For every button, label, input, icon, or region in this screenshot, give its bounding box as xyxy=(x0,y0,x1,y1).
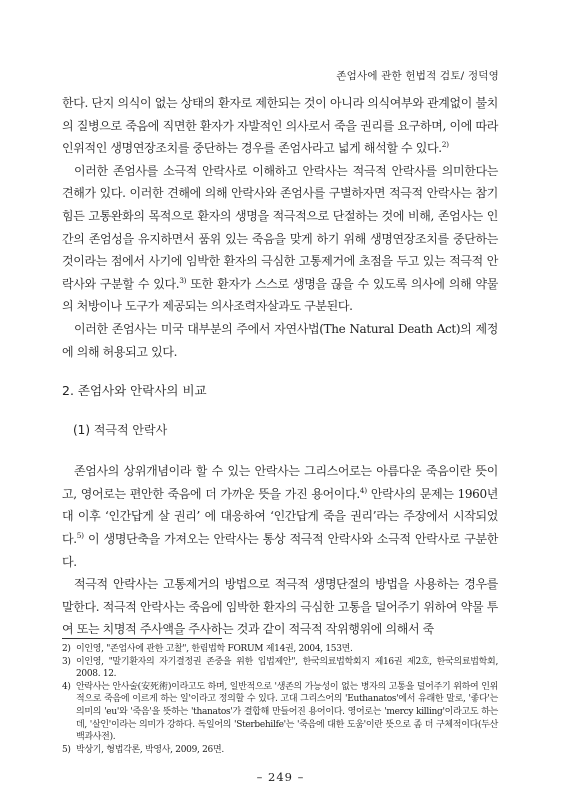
sub-heading: (1) 적극적 안락사 xyxy=(73,423,168,438)
footnote xyxy=(62,744,498,757)
paragraph: 한다. 단지 의식이 없는 상태의 환자로 제한되는 것이 아니라 의식여부와 관계없이 불치의 질병으로 죽음에 직면한 환자가 자발적인 의사로서 죽을 권리를 요구하며, 이에 따라 인위적인 생명연장조치를 중단하는 경우를 존엄사라고 넓게 해석할 수 있다.$^{2)}$ xyxy=(62,96,499,156)
footnote-marker: 5) xyxy=(76,530,84,540)
footnote-number: 4) xyxy=(62,681,71,692)
footnote-marker: 2) xyxy=(441,140,449,150)
footnote xyxy=(62,681,498,744)
footnote xyxy=(62,656,498,681)
body-text xyxy=(62,92,498,641)
footnote-number: 3) xyxy=(62,656,71,667)
footnote-text: 이인영, "존엄사에 관한 고찰", 한림법학 FORUM 제14권, 2004, 153면. xyxy=(76,644,353,654)
footnote-text: 이인영, "말기환자의 자기결정권 존중을 위한 입법제안", 한국의료법학회지 제16권 제2호, 한국의료법학회, 2008. 12. xyxy=(76,656,498,680)
page-number: – 249 – xyxy=(256,770,305,784)
footnote-number: 5) xyxy=(62,744,71,755)
footnote-text: 안락사는 안사술(安死術)이라고도 하며, 일반적으로 '생존의 가능성이 없는 병자의 고통을 덜어주기 위하여 인위적으로 죽음에 이르게 하는 일'이라고 정의할 수 있다. 고대 그리스어의 'Euthanatos'에서 유래한 말로, '좋다'는 의미의 'eu'와 '죽음'을 뜻하는 'thanatos'가 결합해 만들어진 용어이다. 영어로는 'mercy killing'이라고도 하는데, '살인'이라는 의미가 강하다. 독일어의 'Sterbehilfe'는 '죽음에 대한 도움'이란 뜻으로 좀 더 구체적이다(두산백과사전). xyxy=(76,681,498,743)
section-heading: 2. 존엄사와 안락사의 비교 xyxy=(62,383,207,399)
footnote-number: 2) xyxy=(62,644,71,654)
running-head: 존엄사에 관한 헌법적 검토/ 정덕영 xyxy=(336,70,499,82)
footnote xyxy=(62,643,498,656)
paragraph: 이러한 존엄사는 미국 대부분의 주에서 자연사법(The Natural Death Act)의 제정에 의해 허용되고 있다. xyxy=(62,321,498,359)
footnote-marker: 4) xyxy=(359,485,367,495)
footnote-rule xyxy=(62,638,222,639)
footnote-marker: 3) xyxy=(179,275,187,285)
footnotes xyxy=(62,643,498,756)
paragraph: 이러한 존엄사를 소극적 안락사로 이해하고 안락사는 적극적 안락사를 의미한다는 견해가 있다. 이러한 견해에 의해 안락사와 존엄사를 구별하자면 적극적 안락사는 참기 힘든 고통완화의 목적으로 환자의 생명을 적극적으로 단절하는 것에 비해, 존엄사는 인간의 존엄성을 유지하면서 품위 있는 죽음을 맞게 하기 위해 생명연장조치를 중단하는 것이라는 점에서 사기에 임박한 환자의 극심한 고통제거에 초점을 두고 있는 적극적 안락사와 구분할 수 있다.$^{3)}$ 또한 환자가 스스로 생명을 끊을 수 있도록 의사에 의해 약물의 처방이나 도구가 제공되는 의사조력자살과도 구분된다. xyxy=(62,163,498,314)
paragraph: 적극적 안락사는 고통제거의 방법으로 적극적 생명단절의 방법을 사용하는 경우를 말한다. 적극적 안락사는 죽음에 임박한 환자의 극심한 고통을 덜어주기 위하여 약물 투여 또는 치명적 주사액을 주사하는 것과 같이 적극적 작위행위에 의해서 죽 xyxy=(62,577,498,637)
paragraph: 존엄사의 상위개념이라 할 수 있는 안락사는 그리스어로는 아름다운 죽음이란 뜻이고, 영어로는 편안한 죽음에 더 가까운 뜻을 가진 용어이다.$^{4)}$ 안락사의 문제는 1960년대 이후 ‘인간답게 살 권리’ 에 대응하여 ‘인간답게 죽을 권리’라는 주장에서 시작되었다.$^{5)}$ 이 생명단축을 가져오는 안락사는 통상 적극적 안락사와 소극적 안락사로 구분한다. xyxy=(62,464,498,569)
footnote-text: 박상기, 형법각론, 박영사, 2009, 26면. xyxy=(76,744,224,755)
